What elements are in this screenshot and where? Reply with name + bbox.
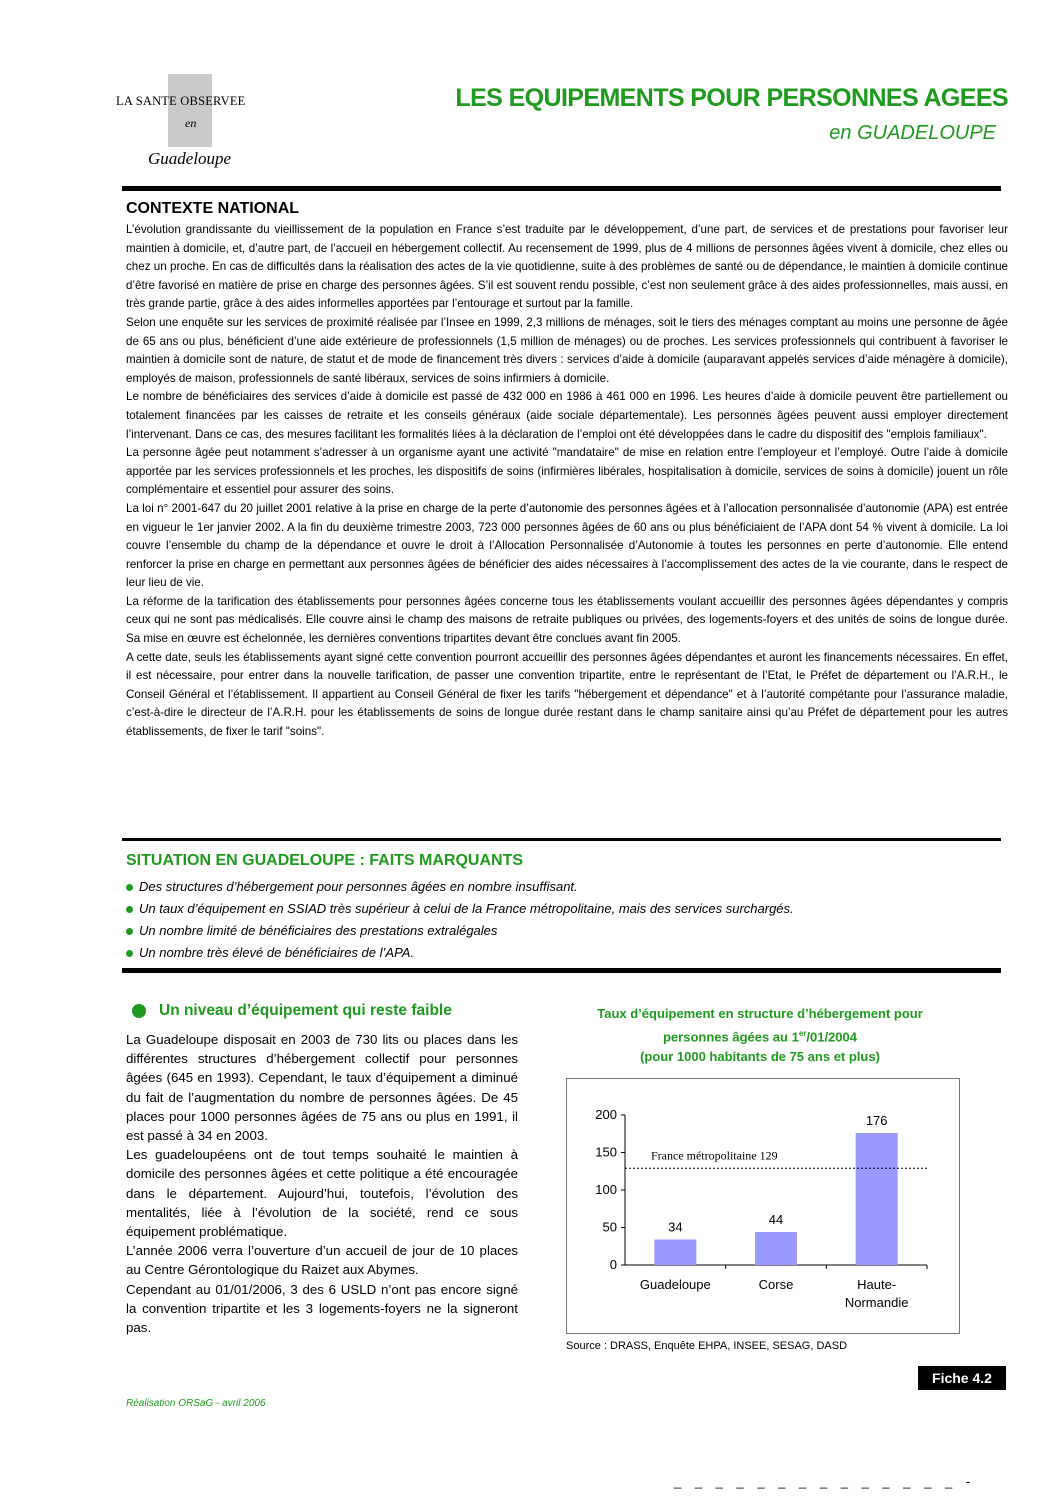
- y-tick-label: 0: [609, 1257, 617, 1272]
- credit-text: Réalisation ORSaG - avril 2006: [126, 1398, 266, 1409]
- contexte-paragraph: L’évolution grandissante du vieillissement de la population en France s’est traduite par le développement, d’une part, de services et de prestations pour favoriser leur maintien à domicile, et, d’autre part, de l’accueil en hébergement collectif. Au recensement de 1999, plus de 4 millions de personnes âgées vivent à domicile, chez elles ou chez un proche. En cas de difficultés dans la réalisation des actes de la vie quotidienne, suite à des problèmes de santé ou de dépendance, le maintien à domicile continue d’être favorisé en matière de prise en charge des personnes âgées. S’il est souvent rendu possible, c’est non seulement grâce à des aides professionnelles, mais aussi, en très grande partie, grâce à des aides informelles apportées par l’entourage et surtout par la famille.: [126, 223, 1008, 311]
- equipement-paragraph: Les guadeloupéens ont de tout temps souhaité le maintien à domicile des personnes âgées et cette politique a été encouragée dans le département. Aujourd’hui, toutefois, l’évolution des mentalités, liée à l’évolution de la société, rend ce sous équipement problématique.: [126, 1147, 518, 1240]
- header-divider: [122, 186, 1001, 191]
- bullet-icon: [126, 906, 133, 913]
- list-item: [126, 876, 794, 898]
- equipement-paragraph: L’année 2006 verra l’ouverture d’un accueil de jour de 10 places au Centre Gérontologique du Raizet aux Abymes.: [126, 1243, 518, 1278]
- y-tick-label: 50: [602, 1219, 617, 1235]
- logo-text-line1: LA SANTE OBSERVEE: [116, 94, 246, 108]
- bullet-icon: [126, 950, 133, 957]
- section-title-contexte: CONTEXTE NATIONAL: [126, 200, 300, 217]
- y-tick-label: 150: [595, 1144, 617, 1160]
- chart-title-line3: (pour 1000 habitants de 75 ans et plus): [640, 1049, 880, 1065]
- contexte-paragraph: La personne âgée peut notamment s’adresser à un organisme ayant une activité "mandataire" de mise en relation entre l’employeur et l’employé. Outre l’aide à domicile apportée par les services professionnels et les proches, les dispositifs de soins (infirmières libérales, hospitalisation à domicile, services de soins à domicile) jouent un rôle complémentaire et essentiel pour assurer des soins.: [126, 446, 1008, 497]
- list-item: [126, 942, 794, 964]
- list-item-text: Un taux d’équipement en SSIAD très supérieur à celui de la France métropolitaine, mais des services surchargés.: [139, 901, 794, 916]
- chart-title: [560, 1004, 960, 1067]
- reference-line-label: France métropolitaine 129: [651, 1148, 778, 1163]
- chart-title-line2-text: personnes âgées au 1: [662, 1029, 799, 1045]
- chart-title-line1: Taux d’équipement en structure d’hébergement pour: [597, 1006, 923, 1021]
- y-tick-label: 200: [595, 1107, 617, 1122]
- x-category-label: Haute-: [857, 1277, 897, 1292]
- subsection-title: Un niveau d’équipement qui reste faible: [159, 1002, 452, 1019]
- bar-value-label: 44: [768, 1212, 784, 1227]
- list-item: [126, 920, 794, 942]
- situation-bullet-list: [126, 876, 794, 964]
- bar-value-label: 176: [865, 1113, 888, 1128]
- bullet-icon: [126, 884, 133, 891]
- bullet-icon: [132, 1004, 146, 1018]
- x-category-label: Guadeloupe: [639, 1277, 711, 1292]
- chart-title-line2: [560, 1024, 960, 1047]
- chart-title-superscript: er: [798, 1029, 807, 1038]
- section-divider: [122, 838, 1001, 841]
- list-item-text: Des structures d’hébergement pour personnes âgées en nombre insuffisant.: [139, 879, 578, 894]
- x-category-label: Normandie: [844, 1295, 909, 1310]
- bar: [755, 1232, 797, 1265]
- contexte-paragraph: La loi n° 2001-647 du 20 juillet 2001 relative à la prise en charge de la perte d’autonomie des personnes âgées et à l’allocation personnalisée d’autonomie (APA) est entrée en vigueur le 1er janvier 2002. A la fin du deuxième trimestre 2003, 723 000 personnes âgées de 60 ans ou plus bénéficiaient de l’APA dont 54 % vivent à domicile. La loi couvre l’ensemble du champ de la dépendance et ouvre le droit à l’Allocation Personnalisée d’Autonomie à toutes les personnes en perte d’autonomie. Elle entend renforcer la prise en charge en permettant aux personnes âgées de bénéficier des aides nécessaires à l’accomplissement des actes de la vie courante, dans le respect de leur lieu de vie.: [126, 501, 1008, 590]
- bullet-icon: [126, 928, 133, 935]
- y-tick-label: 100: [595, 1182, 617, 1197]
- list-item: [126, 898, 794, 920]
- subsection-heading: [132, 1002, 452, 1020]
- contexte-body: [126, 221, 1008, 742]
- chart-source: Source : DRASS, Enquête EHPA, INSEE, SESAG, DASD: [566, 1340, 848, 1352]
- fiche-badge: Fiche 4.2: [918, 1366, 1006, 1390]
- logo-text-line2: en: [185, 116, 197, 130]
- list-item-text: Un nombre très élevé de bénéficiaires de l’APA.: [139, 945, 415, 960]
- contexte-paragraph: A cette date, seuls les établissements ayant signé cette convention pourront accueillir des personnes âgées dépendantes et auront les financements nécessaires. En effet, il est nécessaire, pour entrer dans la nouvelle tarification, de passer une convention tripartite, entre le représentant de l’Etat, le Préfet de département ou l’A.R.H., le Conseil Général et l’établissement. Il appartient au Conseil Général de fixer les tarifs "hébergement et dépendance" et à l’autorité compétante pour l’assurance maladie, c’est-à-dire le directeur de l’A.R.H. pour les établissements de soins de longue durée restant dans le champ sanitaire ainsi qu’au Préfet de département pour les autres établissements, de fixer le tarif "soins".: [126, 650, 1008, 739]
- bar: [654, 1240, 696, 1266]
- logo-block: [168, 74, 212, 147]
- chart-frame: [566, 1078, 960, 1334]
- list-item-text: Un nombre limité de bénéficiaires des prestations extralégales: [139, 923, 498, 938]
- contexte-paragraph: Le nombre de bénéficiaires des services d’aide à domicile est passé de 432 000 en 1986 à 461 000 en 1996. Les heures d’aide à domicile peuvent être partiellement ou totalement financées par les caisses de retraite et les conseils généraux (aide sociale départementale). Les personnes âgées peuvent aussi employer directement l’intervenant. Dans ce cas, des mesures facilitant les formalités liées à la déclaration de l’emploi ont été développées dans le cadre du dispositif des "emplois familiaux".: [126, 390, 1008, 441]
- contexte-paragraph: La réforme de la tarification des établissements pour personnes âgées concerne tous les établissements voulant accueillir des personnes âgées dépendantes y compris ceux qui ne sont pas médicalisés. Elle couvre ainsi le champ des maisons de retraite publiques ou privées, des logements-foyers et des unités de soins de longue durée. Sa mise en œuvre est échelonnée, les dernières conventions tripartites devant être conclues avant fin 2005.: [126, 594, 1008, 646]
- logo-text-line3: Guadeloupe: [148, 149, 232, 168]
- section-title-situation: SITUATION EN GUADELOUPE : FAITS MARQUANTS: [126, 852, 524, 869]
- bar-chart: [567, 1079, 959, 1333]
- contexte-paragraph: Selon une enquête sur les services de proximité réalisée par l’Insee en 1999, 2,3 millions de ménages, soit le tiers des ménages comptant au moins une personne de âgée de 65 ans ou plus, bénéficient d’une aide extérieure de professionnels (1,5 million de ménages) ou de proches. Les services professionnels qui contribuent à favoriser le maintien à domicile sont de nature, de statut et de mode de financement très divers : services d’aide à domicile (auparavant appelés services d’aide ménagère à domicile), employés de maison, professionnels de santé libéraux, services de soins infirmiers à domicile.: [126, 315, 1008, 385]
- footer-dashes: _ _ _ _ _ _ _ _ _ _ _ _ _ _ -: [674, 1474, 976, 1489]
- chart-title-line2-date: /01/2004: [806, 1029, 857, 1045]
- bar: [856, 1133, 898, 1265]
- section-divider-bottom: [122, 968, 1001, 973]
- equipement-body: [126, 1030, 518, 1337]
- bar-value-label: 34: [668, 1219, 683, 1235]
- equipement-paragraph: La Guadeloupe disposait en 2003 de 730 lits ou places dans les différentes structures d’hébergement collectif pour personnes âgées (645 en 1993). Cependant, le taux d’équipement a diminué du fait de l’augmentation du nombre de personnes âgées. De 45 places pour 1000 personnes âgées de 75 ans ou plus en 1991, il est passé à 34 en 2003.: [126, 1032, 518, 1144]
- page-title: LES EQUIPEMENTS POUR PERSONNES AGEES: [455, 84, 1008, 112]
- page-subtitle: en GUADELOUPE: [829, 122, 996, 144]
- equipement-paragraph: Cependant au 01/01/2006, 3 des 6 USLD n’ont pas encore signé la convention tripartite et les 3 logements-foyers ne la signeront pas.: [126, 1281, 518, 1336]
- x-category-label: Corse: [758, 1277, 794, 1292]
